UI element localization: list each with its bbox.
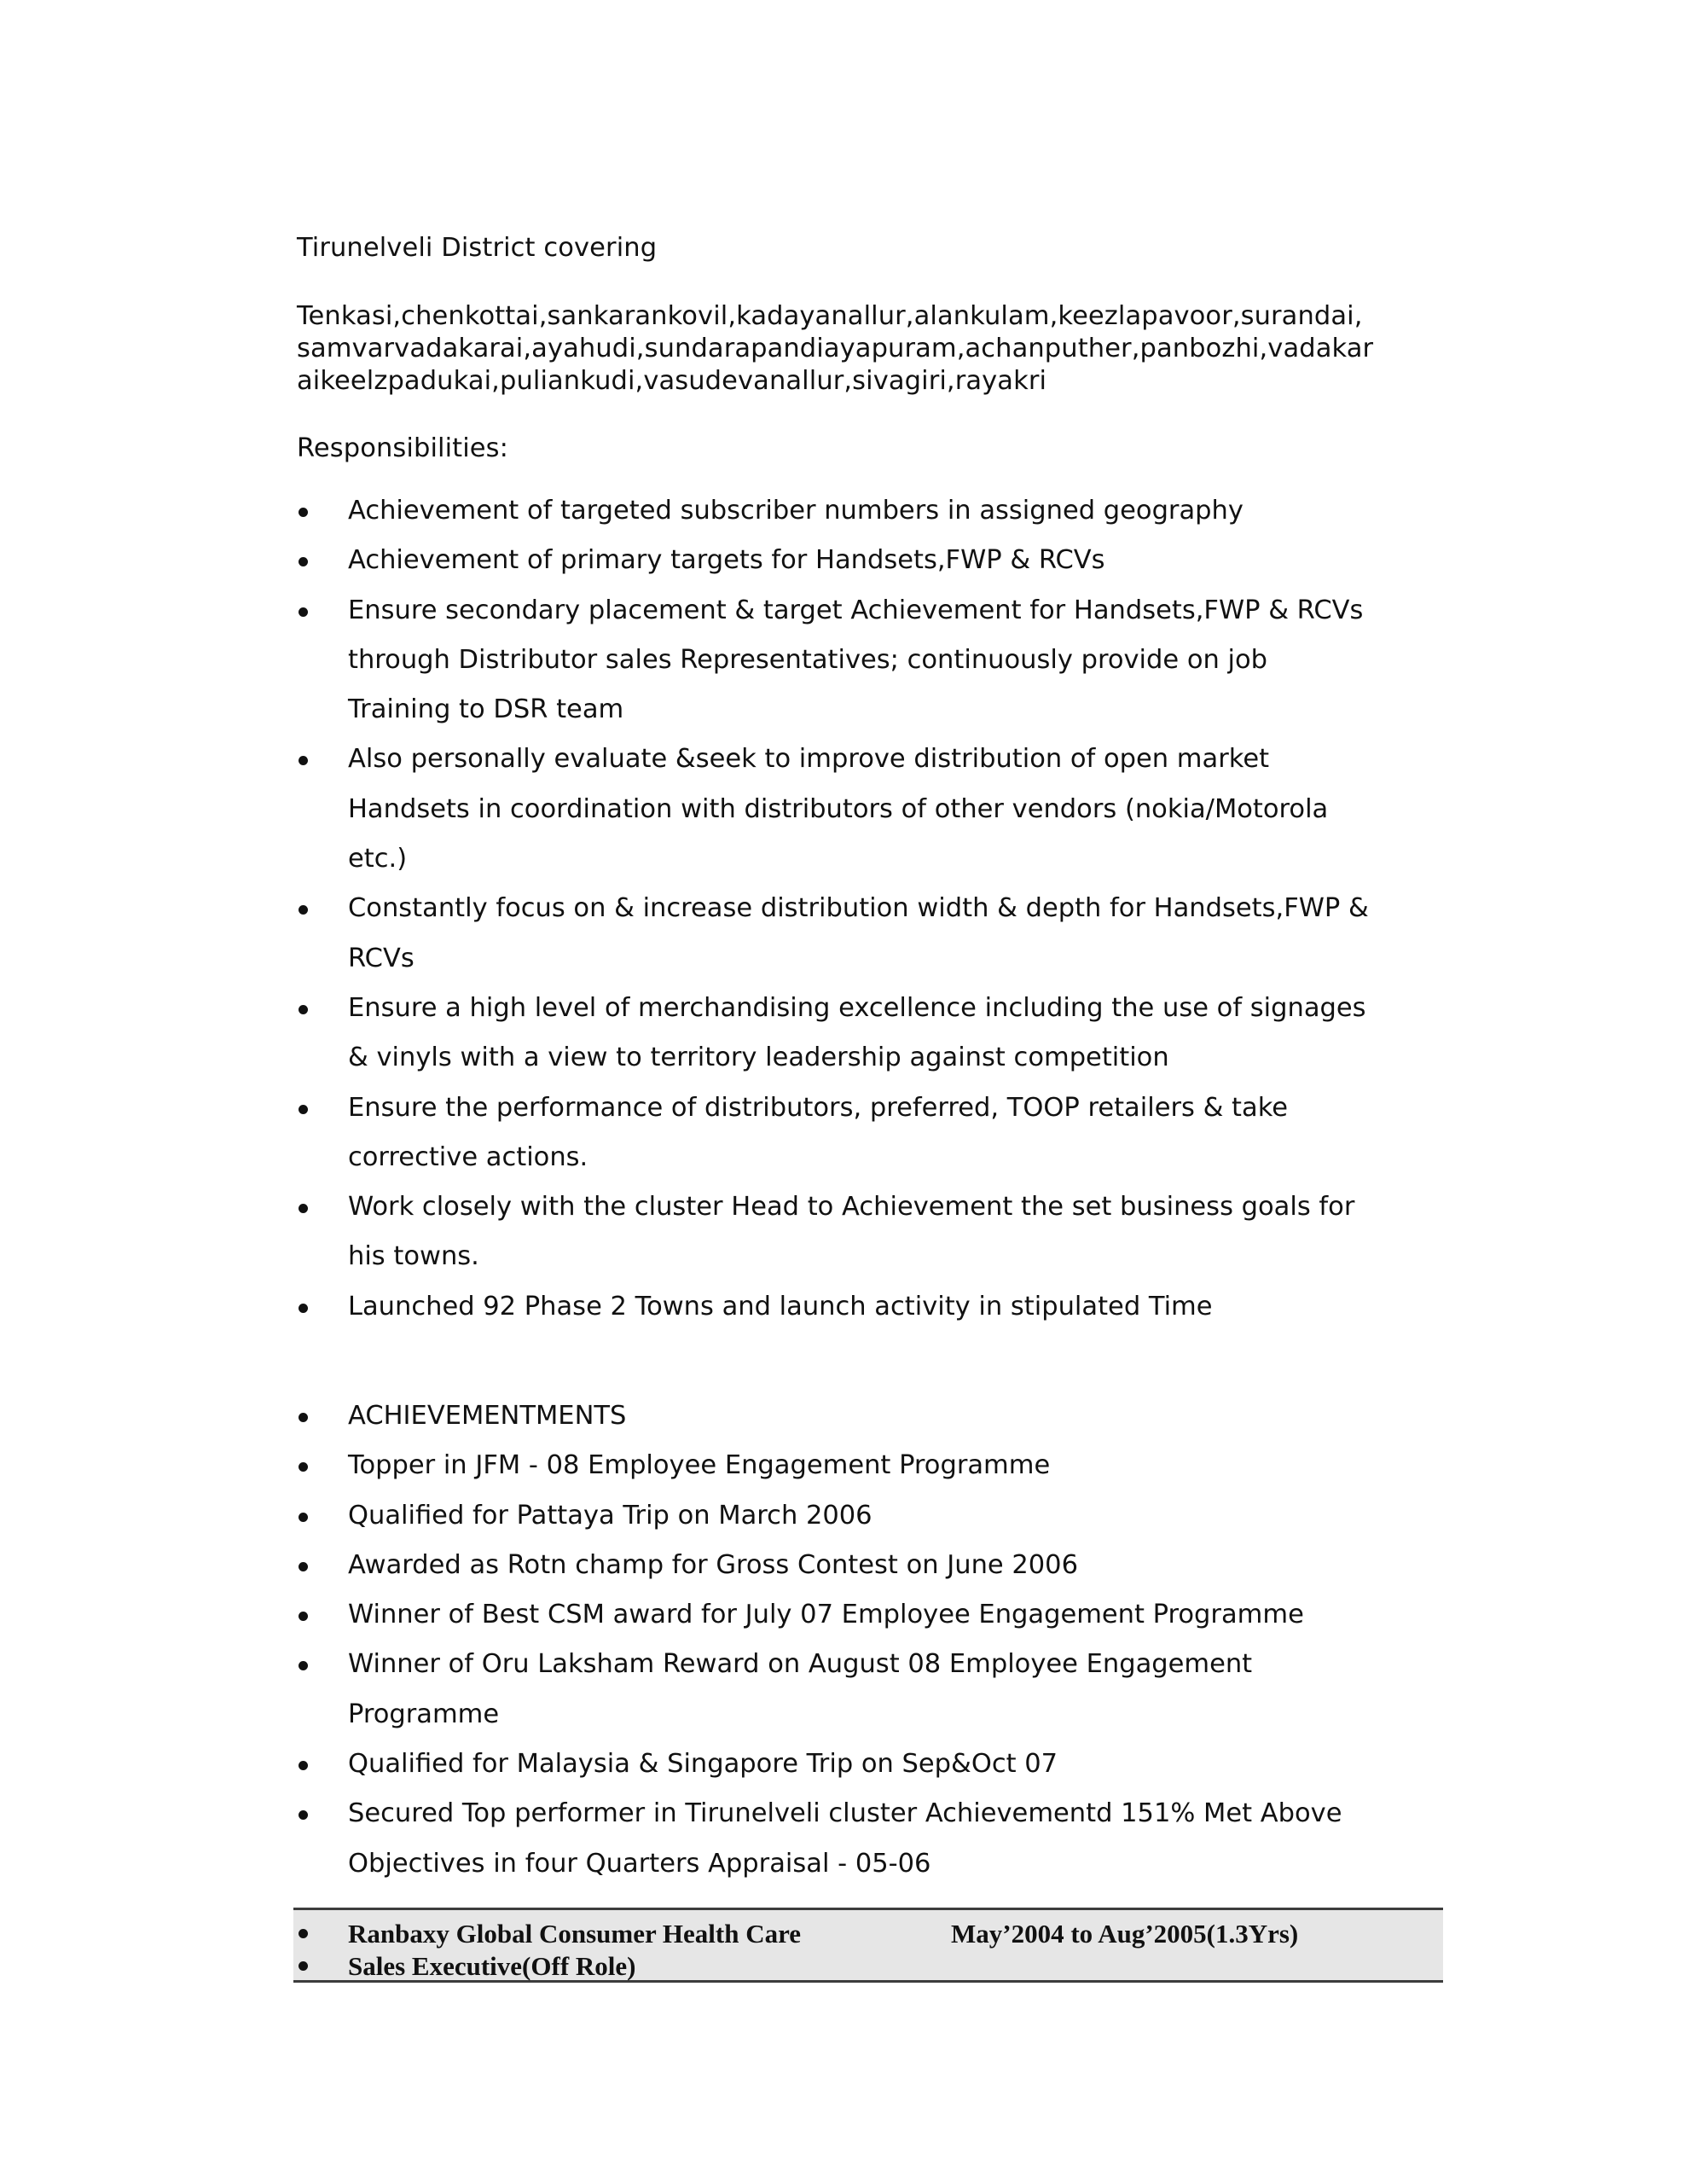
- responsibilities-list: [293, 486, 1445, 1332]
- bullet-icon: [299, 508, 308, 517]
- list-item: [293, 536, 1445, 585]
- list-item-text: & vinyls with a view to territory leadership against competition: [348, 1043, 1169, 1073]
- list-item: [293, 1541, 1445, 1590]
- list-item-text: Also personally evaluate &seek to improve distribution of open market: [348, 744, 1270, 775]
- places-line: Tenkasi,chenkottai,sankarankovil,kadayanallur,alankulam,keezlapavoor,surandai,: [297, 301, 1363, 331]
- list-item: [293, 1740, 1445, 1789]
- list-item: [293, 1441, 1445, 1490]
- list-item-text: Achievement of primary targets for Handsets,FWP & RCVs: [348, 545, 1105, 576]
- list-item-text: Winner of Oru Laksham Reward on August 08 Employee Engagement: [348, 1649, 1253, 1680]
- bullet-icon: [299, 1413, 308, 1422]
- list-item-text: Awarded as Rotn champ for Gross Contest on June 2006: [348, 1549, 1078, 1580]
- bullet-icon: [299, 557, 308, 566]
- list-item-text: Ensure a high level of merchandising excellence including the use of signages: [348, 992, 1366, 1023]
- list-item-text: Handsets in coordination with distributors of other vendors (nokia/Motorola: [348, 793, 1329, 824]
- list-item-text: Work closely with the cluster Head to Achievement the set business goals for: [348, 1192, 1355, 1223]
- list-item-text: Qualified for Malaysia & Singapore Trip on Sep&Oct 07: [348, 1749, 1058, 1780]
- achievements-list: [293, 1391, 1445, 1889]
- list-item-text: Launched 92 Phase 2 Towns and launch activity in stipulated Time: [348, 1291, 1213, 1321]
- bullet-icon: [299, 607, 308, 617]
- bullet-icon: [299, 1810, 308, 1820]
- list-item: [293, 984, 1445, 1083]
- list-item: [293, 884, 1445, 984]
- list-item-text: Ensure secondary placement & target Achievement for Handsets,FWP & RCVs: [348, 595, 1364, 625]
- list-item: [293, 1590, 1445, 1640]
- places-list: [297, 300, 1373, 398]
- list-item: [293, 1083, 1445, 1183]
- list-item-text: corrective actions.: [348, 1141, 588, 1172]
- job-company: Ranbaxy Global Consumer Health Care: [348, 1919, 802, 1949]
- list-item: [293, 1391, 1445, 1441]
- job-role: Sales Executive(Off Role): [348, 1951, 636, 1981]
- responsibilities-heading: Responsibilities:: [297, 433, 509, 463]
- list-item-text: Achievement of targeted subscriber numbers in assigned geography: [348, 496, 1244, 526]
- job-period: May’2004 to Aug’2005(1.3Yrs): [951, 1919, 1299, 1949]
- bullet-icon: [299, 1661, 308, 1670]
- list-item-text: ACHIEVEMENTMENTS: [348, 1401, 627, 1431]
- list-item: [293, 1491, 1445, 1541]
- bullet-icon: [299, 1761, 308, 1770]
- list-item-text: RCVs: [348, 943, 415, 973]
- bullet-icon: [299, 1612, 308, 1621]
- bullet-icon: [299, 756, 308, 765]
- list-item-text: etc.): [348, 844, 408, 874]
- list-item-text: Winner of Best CSM award for July 07 Employee Engagement Programme: [348, 1600, 1304, 1630]
- bullet-icon: [299, 1961, 308, 1971]
- job-header-box: [293, 1908, 1443, 1983]
- list-item-text: Programme: [348, 1699, 500, 1729]
- district-heading: Tirunelveli District covering: [297, 233, 658, 263]
- list-item-text: through Distributor sales Representatives; continuously provide on job: [348, 644, 1267, 675]
- list-item: [293, 1789, 1445, 1889]
- bullet-icon: [299, 1105, 308, 1114]
- places-line: samvarvadakarai,ayahudi,sundarapandiayapuram,achanputher,panbozhi,vadakar: [297, 334, 1374, 363]
- bullet-icon: [299, 1304, 308, 1313]
- bullet-icon: [299, 905, 308, 915]
- list-item-text: Objectives in four Quarters Appraisal - 05-06: [348, 1848, 931, 1879]
- bullet-icon: [299, 1513, 308, 1522]
- list-item-text: Ensure the performance of distributors, preferred, TOOP retailers & take: [348, 1092, 1289, 1123]
- list-item-text: Constantly focus on & increase distribution width & depth for Handsets,FWP &: [348, 893, 1369, 924]
- places-line: aikeelzpadukai,puliankudi,vasudevanallur,sivagiri,rayakri: [297, 366, 1047, 396]
- list-item: [293, 1282, 1445, 1332]
- bullet-icon: [299, 1562, 308, 1571]
- list-item: [293, 486, 1445, 536]
- list-item: [293, 1182, 1445, 1282]
- bullet-icon: [299, 1462, 308, 1472]
- bullet-icon: [299, 1929, 308, 1938]
- bullet-icon: [299, 1005, 308, 1014]
- list-item-text: Training to DSR team: [348, 694, 624, 725]
- list-item-text: Secured Top performer in Tirunelveli cluster Achievementd 151% Met Above: [348, 1798, 1342, 1829]
- list-item-text: Qualified for Pattaya Trip on March 2006: [348, 1500, 872, 1531]
- bullet-icon: [299, 1204, 308, 1213]
- list-item-text: Topper in JFM - 08 Employee Engagement Programme: [348, 1450, 1051, 1481]
- list-item-text: his towns.: [348, 1241, 479, 1272]
- list-item: [293, 735, 1445, 884]
- list-item: [293, 1640, 1445, 1740]
- list-item: [293, 586, 1445, 735]
